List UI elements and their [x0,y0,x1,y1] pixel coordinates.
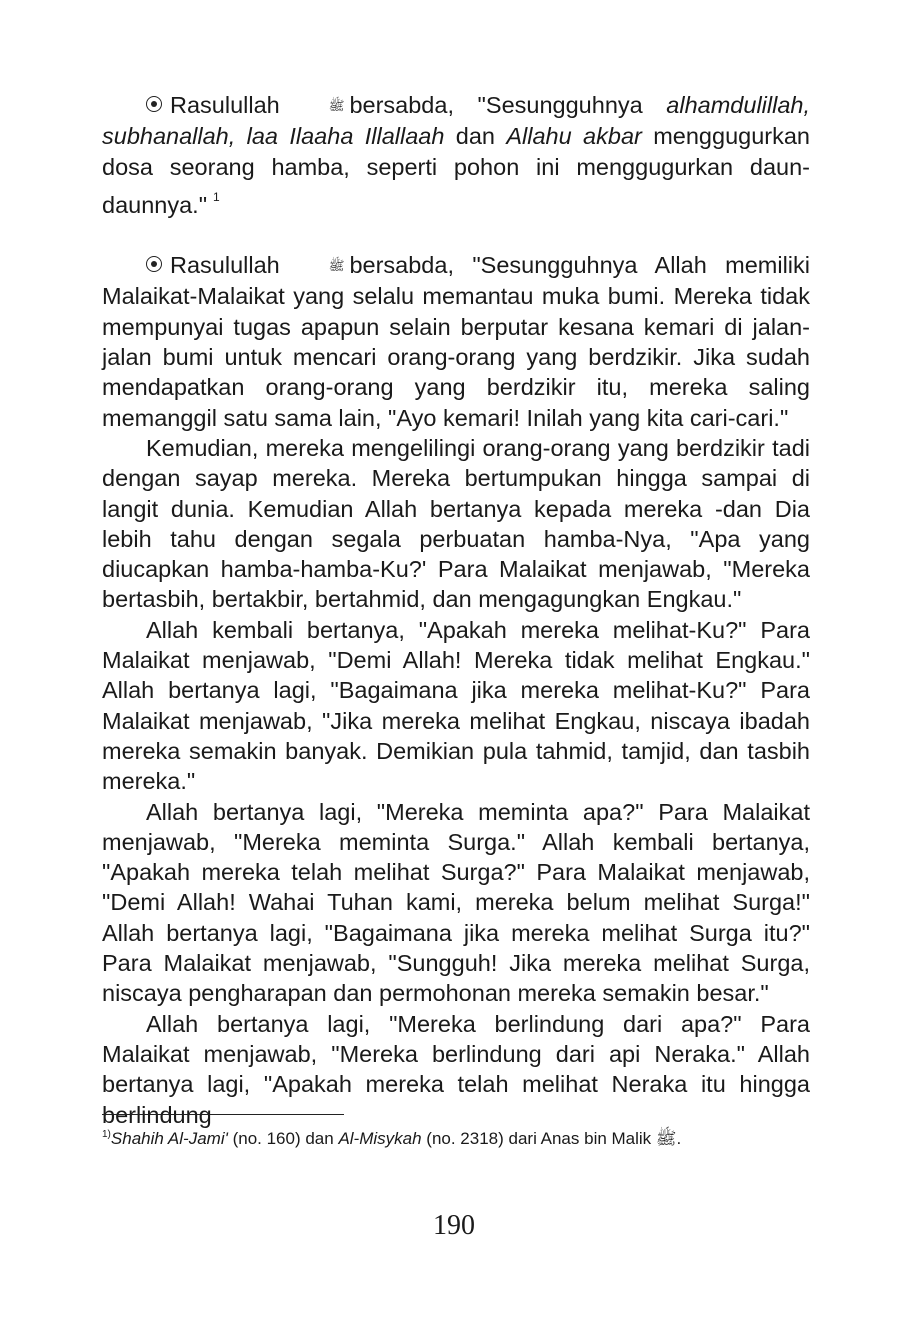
text-run: Rasulullah [170,92,280,118]
paragraph [102,250,810,433]
text-run: bersabda, "Sesungguhnya Allah memiliki Malaikat-Malaikat yang selalu memantau muka bumi. Mereka tidak mempunyai tugas apapun selain berputar kesana kemari di jalan-jalan bumi untuk mencari orang-orang yang berdzikir. Jika sudah mendapatkan orang-orang yang berdzikir itu, mereka saling memanggil satu sama lain, "Ayo kemari! Inilah yang kita cari-cari." [102,252,810,431]
flower-bullet-icon [146,96,162,112]
text-run: Rasulullah [170,252,280,279]
text-run: (no. 160) dan [227,1129,339,1148]
salawat-glyph-icon: ﷺ [328,258,345,274]
text-run: menggugurkan dosa seorang hamba, seperti pohon ini menggugurkan daun-daunnya." [102,123,810,218]
page-number: 190 [433,1210,475,1241]
paragraph [102,433,810,615]
footnote [102,1124,810,1150]
italic-term: Shahih Al-Jami' [110,1129,228,1148]
text-run: . [676,1129,682,1148]
radhiyallahu-glyph-icon: ﷺ [655,1129,677,1148]
italic-term: Al-Misykah [338,1129,422,1148]
main-text [102,90,810,1130]
paragraph [102,615,810,797]
footnote-divider [102,1114,344,1115]
paragraph [102,797,810,1009]
italic-term: alhamdulillah, subhanallah, laa Ilaaha Illallaah [102,92,810,150]
footnote-ref: 1 [213,189,220,204]
footnote-text [111,1129,681,1148]
text-run: bersabda, "Sesungguhnya [349,92,667,118]
text-run: Allah bertanya lagi, "Mereka meminta apa?" Para Malaikat menjawab, "Mereka meminta Surga." Allah kembali bertanya, "Apakah mereka telah melihat Surga?" Para Malaikat menjawab, "Demi Allah! Wahai Tuhan kami, mereka belum melihat Surga!" Allah bertanya lagi, "Bagaimana jika mereka melihat Surga itu?" Para Malaikat menjawab, "Sungguh! Jika mereka melihat Surga, niscaya pengharapan dan permohonan mereka semakin besar." [102,798,810,1007]
text-run: (no. 2318) dari Anas bin Malik [421,1129,656,1148]
flower-bullet-icon [146,256,162,272]
italic-term: Allahu akbar [506,123,642,150]
paragraph [102,1009,810,1130]
text-run: Allah bertanya lagi, "Mereka berlindung dari apa?" Para Malaikat menjawab, "Mereka berlindung dari api Neraka." Allah bertanya lagi, "Apakah mereka telah melihat Neraka itu hingga berlindung [102,1010,810,1128]
text-run: Kemudian, mereka mengelilingi orang-orang yang berdzikir tadi dengan sayap mereka. Mereka bertumpukan hingga sampai di langit dunia. Kemudian Allah bertanya kepada mereka -dan Dia lebih tahu dengan segala perbuatan hamba-Nya, "Apa yang diucapkan hamba-hamba-Ku?' Para Malaikat menjawab, "Mereka bertasbih, bertakbir, bertahmid, dan mengagungkan Engkau." [102,434,810,613]
text-run: dan [444,123,507,150]
salawat-glyph-icon: ﷺ [328,98,345,113]
footnote-marker: 1) [102,1129,111,1140]
text-run: Allah kembali bertanya, "Apakah mereka melihat-Ku?" Para Malaikat menjawab, "Demi Allah! Mereka tidak melihat Engkau." Allah bertanya lagi, "Bagaimana jika mereka melihat-Ku?" Para Malaikat menjawab, "Jika mereka melihat Engkau, niscaya ibadah mereka semakin banyak. Demikian pula tahmid, tamjid, dan tasbih mereka." [102,616,810,795]
paragraph [102,90,810,220]
